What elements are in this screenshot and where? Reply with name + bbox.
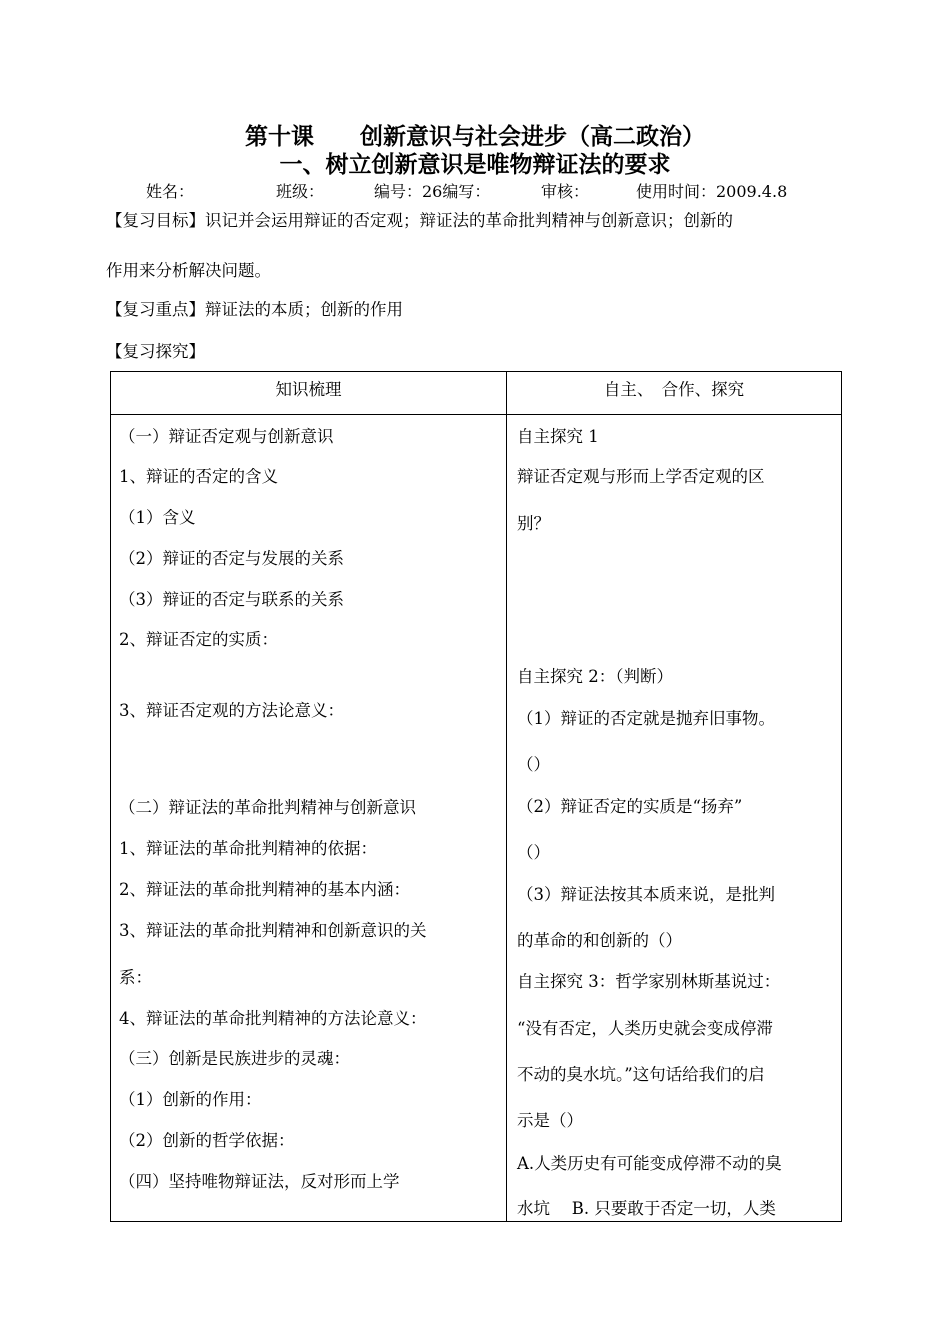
review-focus (106, 296, 856, 320)
knowledge-line: （1）创新的作用： (119, 1090, 262, 1109)
table-header-row (111, 372, 842, 415)
review-focus-label: 【复习重点】 (106, 300, 205, 319)
knowledge-line: （二）辩证法的革命批判精神与创新意识 (119, 798, 416, 817)
explore-line: 水坑 B. 只要敢于否定一切，人类 (517, 1199, 776, 1218)
knowledge-line: 3、辩证法的革命批判精神和创新意识的关 (119, 921, 427, 940)
explore-line: （1）辩证的否定就是抛弃旧事物。 (517, 709, 775, 728)
meta-number: 编号：26编写： (374, 182, 491, 201)
knowledge-line: 4、辩证法的革命批判精神的方法论意义： (119, 1009, 427, 1028)
knowledge-line: （1）含义 (119, 508, 196, 527)
explore-line: 不动的臭水坑。”这句话给我们的启 (517, 1065, 765, 1084)
lesson-title: 第十课 创新意识与社会进步（高二政治） (245, 124, 705, 150)
review-goal-continued: 作用来分析解决问题。 (106, 261, 271, 280)
review-goal (106, 207, 856, 231)
knowledge-line: （一）辩证否定观与创新意识 (119, 427, 334, 446)
knowledge-line: （2）辩证的否定与发展的关系 (119, 549, 344, 568)
explore-line: 辩证否定观与形而上学否定观的区 (517, 467, 765, 486)
section-title: 一、树立创新意识是唯物辩证法的要求 (279, 152, 671, 178)
explore-line: 自主探究 2：（判断） (517, 667, 673, 686)
review-explore-label: 【复习探究】 (106, 342, 205, 361)
knowledge-line: （2）创新的哲学依据： (119, 1131, 295, 1150)
knowledge-line: 1、辩证法的革命批判精神的依据： (119, 839, 377, 858)
knowledge-line: 系： (119, 968, 152, 987)
explore-line: （） (517, 843, 550, 862)
explore-line: （） (517, 755, 550, 774)
review-goal-text: 识记并会运用辩证的否定观；辩证法的革命批判精神与创新意识；创新的 (205, 211, 733, 230)
explore-line: 的革命的和创新的（） (517, 931, 682, 950)
explore-line: （2）辩证否定的实质是“扬弃” (517, 797, 743, 816)
meta-class: 班级： (276, 182, 325, 201)
meta-review: 审核： (541, 182, 590, 201)
knowledge-line: 3、辩证否定观的方法论意义： (119, 701, 344, 720)
knowledge-line: （三）创新是民族进步的灵魂： (119, 1049, 350, 1068)
explore-line: 自主探究 3：哲学家别林斯基说过： (517, 972, 781, 991)
knowledge-cell (111, 415, 507, 1222)
explore-line: 自主探究 1 (517, 427, 599, 446)
explore-line: 示是（） (517, 1111, 583, 1130)
table-header-explore: 自主、 合作、探究 (507, 372, 842, 415)
knowledge-line: （3）辩证的否定与联系的关系 (119, 590, 344, 609)
explore-line: “没有否定，人类历史就会变成停滞 (517, 1019, 773, 1038)
meta-name: 姓名： (146, 182, 195, 201)
review-focus-text: 辩证法的本质；创新的作用 (205, 300, 403, 319)
knowledge-line: （四）坚持唯物辩证法，反对形而上学 (119, 1172, 400, 1191)
meta-date: 使用时间：2009.4.8 (636, 182, 788, 201)
table-header-knowledge: 知识梳理 (111, 372, 507, 415)
table-body-row (111, 415, 842, 1222)
review-table (110, 371, 842, 1222)
review-goal-label: 【复习目标】 (106, 211, 205, 230)
knowledge-line: 1、辩证的否定的含义 (119, 467, 278, 486)
explore-line: 别？ (517, 514, 550, 533)
knowledge-line: 2、辩证否定的实质： (119, 630, 278, 649)
explore-cell (507, 415, 842, 1222)
explore-line: （3）辩证法按其本质来说，是批判 (517, 885, 775, 904)
knowledge-line: 2、辩证法的革命批判精神的基本内涵： (119, 880, 410, 899)
explore-line: A.人类历史有可能变成停滞不动的臭 (517, 1154, 782, 1173)
